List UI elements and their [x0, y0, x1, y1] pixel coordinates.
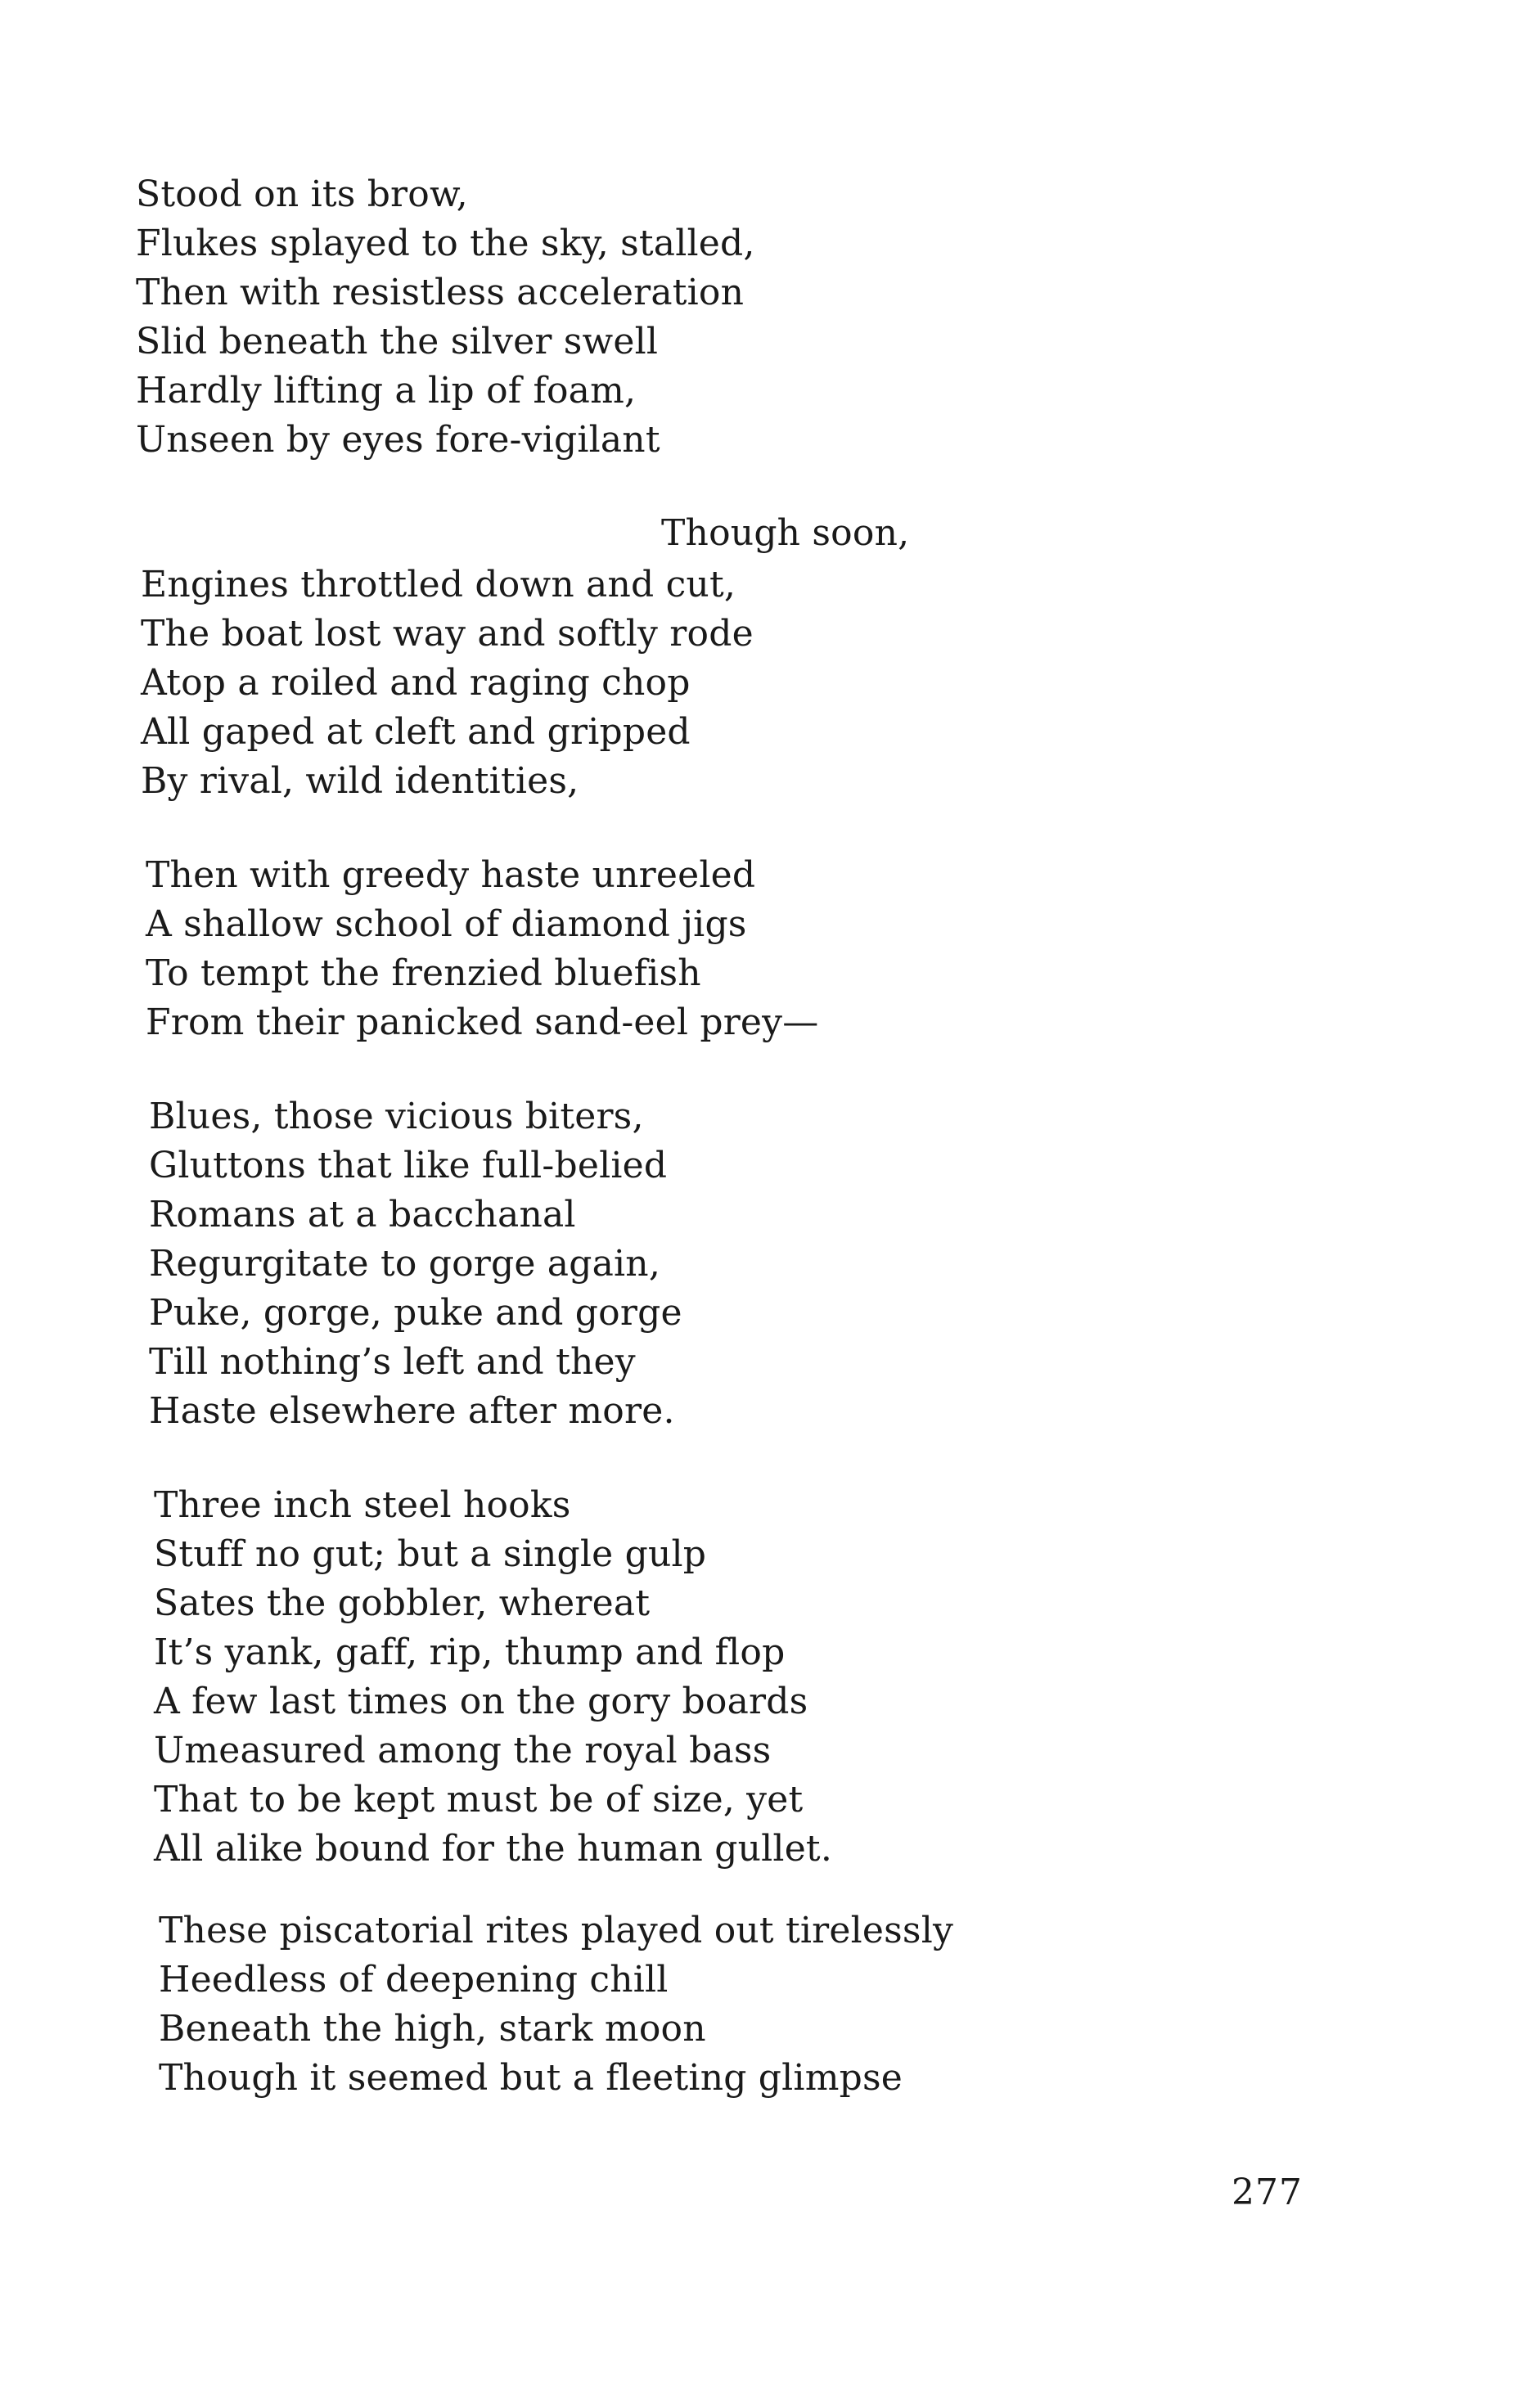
poem-line: Sates the gobbler, whereat	[154, 1582, 651, 1624]
page-number: 277	[1232, 2172, 1303, 2213]
poem-line: A few last times on the gory boards	[154, 1681, 808, 1722]
poem-line: Heedless of deepening chill	[159, 1959, 669, 2001]
poem-line: Though it seemed but a fleeting glimpse	[159, 2057, 903, 2099]
poem-line: Hardly lifting a lip of foam,	[136, 370, 637, 412]
poem-line: Haste elsewhere after more.	[149, 1390, 675, 1432]
indented-poem-line: Though soon,	[661, 512, 910, 554]
poem-line: From their panicked sand-eel prey—	[146, 1001, 819, 1043]
poem-line: Umeasured among the royal bass	[154, 1730, 772, 1771]
poem-line: Then with greedy haste unreeled	[146, 854, 756, 896]
poem-line: Three inch steel hooks	[154, 1484, 571, 1526]
poem-line: Beneath the high, stark moon	[159, 2008, 706, 2050]
poem-line: That to be kept must be of size, yet	[154, 1779, 804, 1821]
stanza-1	[136, 170, 755, 465]
poem-line: Till nothing’s left and they	[149, 1341, 636, 1383]
poem-line: To tempt the frenzied bluefish	[146, 952, 701, 994]
poem-line: These piscatorial rites played out tirelessly	[159, 1910, 954, 1951]
stanza-2	[141, 560, 754, 806]
poem-line: All gaped at cleft and gripped	[141, 711, 691, 753]
poem-line: Gluttons that like full-belied	[149, 1145, 668, 1186]
stanza-3	[146, 851, 818, 1047]
poem-line: Then with resistless acceleration	[136, 272, 745, 313]
poem-line: It’s yank, gaff, rip, thump and flop	[154, 1632, 786, 1673]
poem-line: Puke, gorge, puke and gorge	[149, 1292, 682, 1334]
poem-line: Flukes splayed to the sky, stalled,	[136, 223, 755, 264]
poem-line: By rival, wild identities,	[141, 760, 579, 802]
poem-line: Stuff no gut; but a single gulp	[154, 1533, 707, 1575]
poem-line: All alike bound for the human gullet.	[154, 1828, 833, 1870]
stanza-4	[149, 1092, 682, 1436]
poem-line: The boat lost way and softly rode	[141, 613, 754, 655]
poem-line: Blues, those vicious biters,	[149, 1096, 644, 1137]
poem-line: Atop a roiled and raging chop	[141, 662, 691, 704]
poem-line: Engines throttled down and cut,	[141, 564, 736, 605]
poem-line: Unseen by eyes fore-vigilant	[136, 419, 660, 461]
poem-line: Slid beneath the silver swell	[136, 321, 659, 362]
poem-line: Romans at a bacchanal	[149, 1194, 576, 1236]
stanza-5	[154, 1481, 832, 1874]
poem-line: A shallow school of diamond jigs	[146, 903, 747, 945]
poem-line: Stood on its brow,	[136, 173, 468, 215]
poem-line: Regurgitate to gorge again,	[149, 1243, 661, 1285]
stanza-6	[159, 1906, 953, 2103]
